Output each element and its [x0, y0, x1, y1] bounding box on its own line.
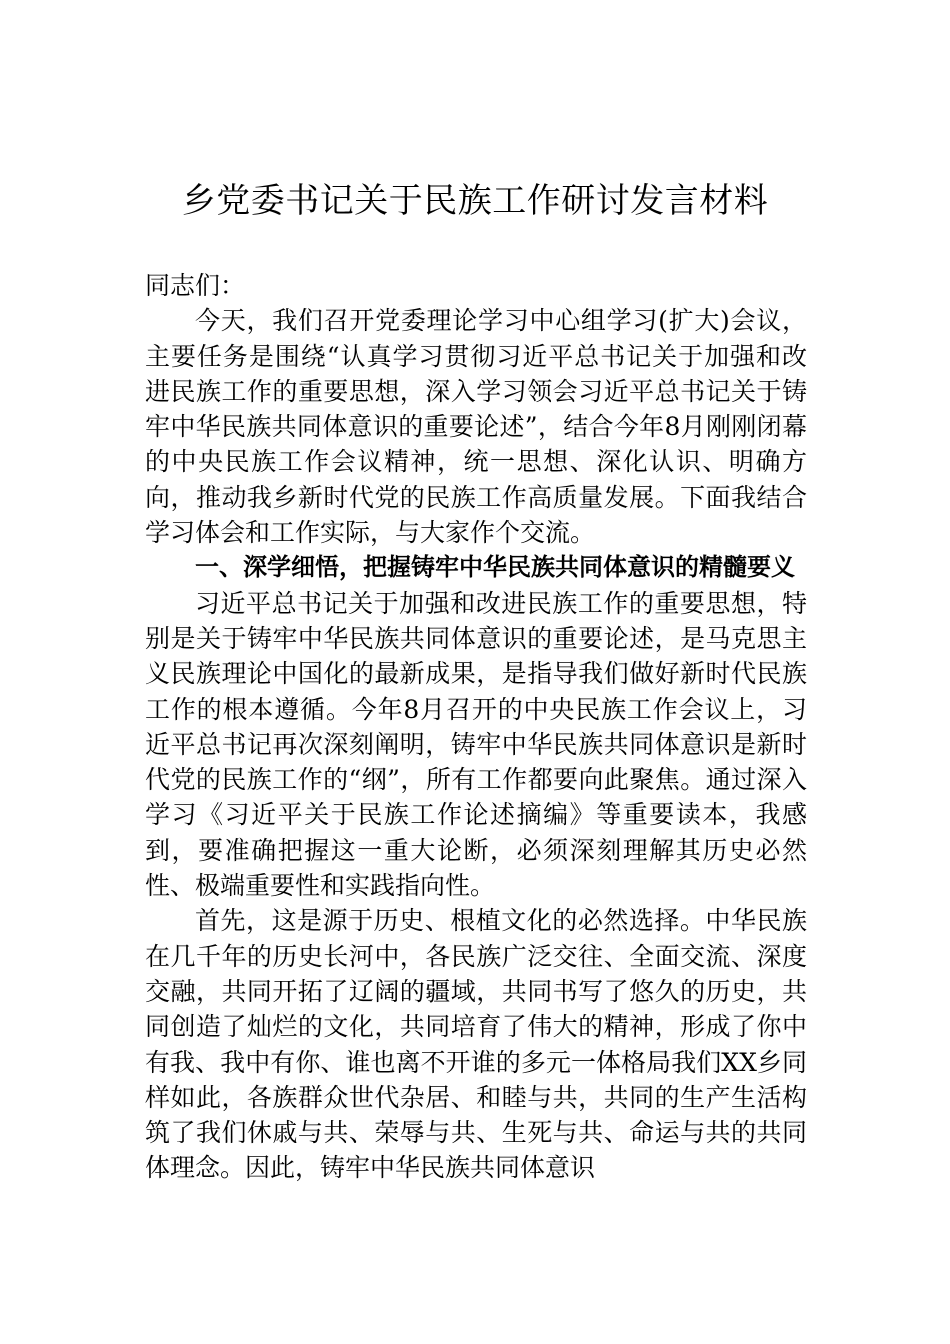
paragraph-body-2: 首先，这是源于历史、根植文化的必然选择。中华民族在几千年的历史长河中，各民族广泛交往、全面交流、深度交融，共同开拓了辽阔的疆域，共同书写了悠久的历史，共同创造了灿烂的文化，共同培育了伟大的精神，形成了你中有我、我中有你、谁也离不开谁的多元一体格局我们XX乡同样如此，各族群众世代杂居、和睦与共，共同的生产生活构筑了我们休戚与共、荣辱与共、生死与共、命运与共的共同体理念。因此，铸牢中华民族共同体意识	[145, 906, 807, 1183]
document-title: 乡党委书记关于民族工作研讨发言材料	[181, 181, 769, 221]
section-heading: 一、深学细悟，把握铸牢中华民族共同体意识的精髓要义	[195, 553, 795, 582]
document-body	[145, 268, 807, 1186]
paragraph-intro: 今天，我们召开党委理论学习中心组学习(扩大)会议，主要任务是围绕“认真学习贯彻习近平总书记关于加强和改进民族工作的重要思想，深入学习领会习近平总书记关于铸牢中华民族共同体意识的重要论述”，结合今年8月刚刚闭幕的中央民族工作会议精神，统一思想、深化认识、明确方向，推动我乡新时代党的民族工作高质量发展。下面我结合学习体会和工作实际，与大家作个交流。	[145, 306, 807, 548]
paragraph-body-1: 习近平总书记关于加强和改进民族工作的重要思想，特别是关于铸牢中华民族共同体意识的重要论述，是马克思主义民族理论中国化的最新成果，是指导我们做好新时代民族工作的根本遵循。今年8月召开的中央民族工作会议上，习近平总书记再次深刻阐明，铸牢中华民族共同体意识是新时代党的民族工作的“纲”，所有工作都要向此聚焦。通过深入学习《习近平关于民族工作论述摘编》等重要读本，我感到，要准确把握这一重大论断，必须深刻理解其历史必然性、极端重要性和实践指向性。	[145, 588, 807, 901]
salutation: 同志们：	[145, 271, 246, 300]
